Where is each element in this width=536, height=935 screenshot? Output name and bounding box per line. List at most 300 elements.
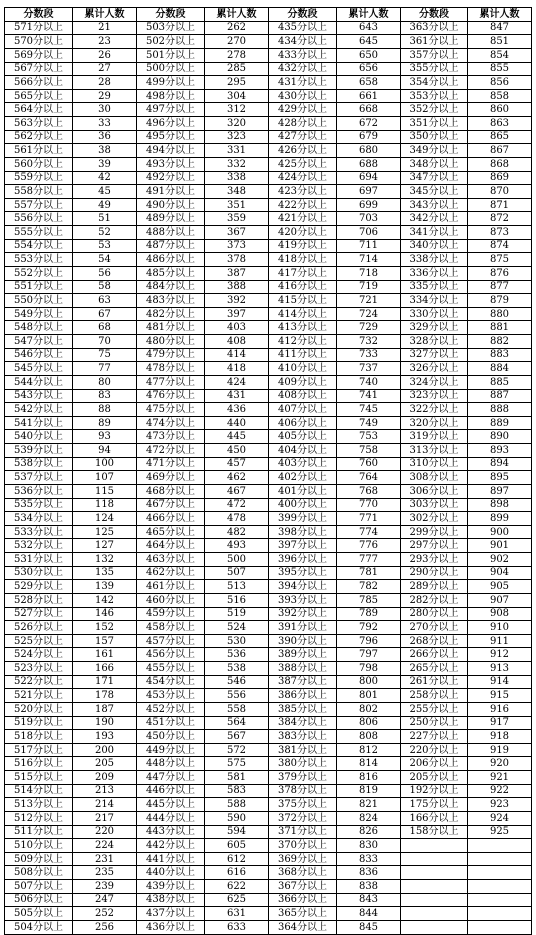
cumulative-count-cell: 118 (73, 498, 137, 512)
score-range-cell: 462分以上 (137, 566, 205, 580)
score-range-cell: 556分以上 (5, 212, 73, 226)
score-range-cell: 265分以上 (401, 662, 468, 676)
score-range-cell: 509分以上 (5, 852, 73, 866)
score-range-cell: 444分以上 (137, 811, 205, 825)
cumulative-count-cell: 792 (337, 621, 401, 635)
cumulative-count-cell: 546 (205, 675, 269, 689)
score-range-cell: 472分以上 (137, 444, 205, 458)
score-range-cell: 488分以上 (137, 226, 205, 240)
score-range-cell: 343分以上 (401, 198, 468, 212)
score-range-cell: 430分以上 (269, 89, 337, 103)
cumulative-count-cell: 575 (205, 757, 269, 771)
score-range-cell: 479分以上 (137, 348, 205, 362)
cumulative-count-cell: 567 (205, 730, 269, 744)
cumulative-count-cell: 220 (73, 825, 137, 839)
cumulative-count-cell: 733 (337, 348, 401, 362)
cumulative-count-cell: 679 (337, 130, 401, 144)
score-range-cell: 532分以上 (5, 539, 73, 553)
score-range-cell: 463分以上 (137, 553, 205, 567)
cumulative-count-cell: 457 (205, 457, 269, 471)
cumulative-count-cell: 711 (337, 239, 401, 253)
cumulative-count-cell: 656 (337, 62, 401, 76)
score-range-cell: 370分以上 (269, 839, 337, 853)
score-range-cell: 551分以上 (5, 280, 73, 294)
cumulative-count-cell: 925 (468, 825, 532, 839)
score-range-cell: 476分以上 (137, 389, 205, 403)
cumulative-count-cell: 125 (73, 525, 137, 539)
table-row (5, 130, 532, 144)
cumulative-count-cell: 359 (205, 212, 269, 226)
score-range-cell: 282分以上 (401, 593, 468, 607)
cumulative-count-cell: 588 (205, 798, 269, 812)
table-row (5, 825, 532, 839)
score-range-cell: 465分以上 (137, 525, 205, 539)
score-range-cell: 474分以上 (137, 416, 205, 430)
cumulative-count-cell: 902 (468, 553, 532, 567)
score-range-cell: 535分以上 (5, 498, 73, 512)
score-range-cell: 508分以上 (5, 866, 73, 880)
score-range-cell: 394分以上 (269, 580, 337, 594)
cumulative-count-cell: 776 (337, 539, 401, 553)
cumulative-count-cell: 833 (337, 852, 401, 866)
cumulative-count-cell: 507 (205, 566, 269, 580)
cumulative-count-cell: 351 (205, 198, 269, 212)
cumulative-count-cell: 93 (73, 430, 137, 444)
cumulative-count-cell: 912 (468, 648, 532, 662)
score-range-cell: 467分以上 (137, 498, 205, 512)
cumulative-count-cell: 816 (337, 771, 401, 785)
cumulative-count-cell: 812 (337, 743, 401, 757)
table-row (5, 730, 532, 744)
cumulative-count-cell: 782 (337, 580, 401, 594)
table-row (5, 539, 532, 553)
score-range-cell: 378分以上 (269, 784, 337, 798)
score-range-cell: 515分以上 (5, 771, 73, 785)
score-range-cell: 496分以上 (137, 117, 205, 131)
score-range-cell: 544分以上 (5, 375, 73, 389)
cumulative-count-cell: 910 (468, 621, 532, 635)
score-range-cell: 293分以上 (401, 553, 468, 567)
score-range-cell: 478分以上 (137, 362, 205, 376)
cumulative-count-cell: 870 (468, 185, 532, 199)
score-range-cell: 499分以上 (137, 76, 205, 90)
table-row (5, 866, 532, 880)
table-row (5, 471, 532, 485)
score-range-cell: 412分以上 (269, 335, 337, 349)
cumulative-count-cell: 214 (73, 798, 137, 812)
score-range-cell: 554分以上 (5, 239, 73, 253)
table-row (5, 566, 532, 580)
table-row (5, 716, 532, 730)
score-range-cell: 380分以上 (269, 757, 337, 771)
score-range-cell: 192分以上 (401, 784, 468, 798)
score-range-cell: 487分以上 (137, 239, 205, 253)
score-range-cell: 280分以上 (401, 607, 468, 621)
score-range-cell: 369分以上 (269, 852, 337, 866)
table-row (5, 212, 532, 226)
cumulative-count-cell: 414 (205, 348, 269, 362)
cumulative-count-cell: 732 (337, 335, 401, 349)
cumulative-count-cell: 27 (73, 62, 137, 76)
cumulative-count-cell: 915 (468, 689, 532, 703)
cumulative-count-cell: 295 (205, 76, 269, 90)
score-range-cell: 548分以上 (5, 321, 73, 335)
score-range-cell: 520分以上 (5, 702, 73, 716)
score-range-cell: 355分以上 (401, 62, 468, 76)
cumulative-count-cell: 239 (73, 880, 137, 894)
score-range-cell: 560分以上 (5, 157, 73, 171)
cumulative-count-cell: 472 (205, 498, 269, 512)
cumulative-count-cell: 500 (205, 553, 269, 567)
cumulative-count-cell: 789 (337, 607, 401, 621)
cumulative-count-cell: 922 (468, 784, 532, 798)
score-range-cell: 417分以上 (269, 266, 337, 280)
cumulative-count-cell: 895 (468, 471, 532, 485)
table-row (5, 198, 532, 212)
table-row (5, 294, 532, 308)
cumulative-count-cell (468, 880, 532, 894)
table-row (5, 62, 532, 76)
cumulative-count-cell: 911 (468, 634, 532, 648)
cumulative-count-cell: 631 (205, 907, 269, 921)
score-range-cell: 347分以上 (401, 171, 468, 185)
score-range-cell: 166分以上 (401, 811, 468, 825)
score-range-cell: 270分以上 (401, 621, 468, 635)
cumulative-count-cell: 745 (337, 403, 401, 417)
cumulative-count-cell: 80 (73, 375, 137, 389)
score-range-cell: 555分以上 (5, 226, 73, 240)
cumulative-count-cell: 178 (73, 689, 137, 703)
cumulative-count-cell: 348 (205, 185, 269, 199)
score-range-cell: 505分以上 (5, 907, 73, 921)
score-range-cell: 350分以上 (401, 130, 468, 144)
score-range-cell: 466分以上 (137, 512, 205, 526)
cumulative-count-cell: 124 (73, 512, 137, 526)
score-range-cell: 550分以上 (5, 294, 73, 308)
cumulative-count-cell: 408 (205, 335, 269, 349)
score-range-cell: 258分以上 (401, 689, 468, 703)
score-range-cell: 460分以上 (137, 593, 205, 607)
score-range-cell: 445分以上 (137, 798, 205, 812)
cumulative-count-cell: 718 (337, 266, 401, 280)
score-range-cell: 386分以上 (269, 689, 337, 703)
score-range-cell: 396分以上 (269, 553, 337, 567)
score-range-cell: 542分以上 (5, 403, 73, 417)
cumulative-count-cell: 29 (73, 89, 137, 103)
score-range-cell: 427分以上 (269, 130, 337, 144)
table-row (5, 893, 532, 907)
cumulative-count-cell: 785 (337, 593, 401, 607)
score-range-cell: 441分以上 (137, 852, 205, 866)
table-row (5, 457, 532, 471)
score-range-cell: 517分以上 (5, 743, 73, 757)
cumulative-count-cell: 52 (73, 226, 137, 240)
cumulative-count-cell: 193 (73, 730, 137, 744)
score-range-cell: 297分以上 (401, 539, 468, 553)
score-range-cell: 419分以上 (269, 239, 337, 253)
cumulative-count-cell: 740 (337, 375, 401, 389)
score-range-cell: 422分以上 (269, 198, 337, 212)
cumulative-count-cell: 869 (468, 171, 532, 185)
cumulative-count-cell: 760 (337, 457, 401, 471)
cumulative-count-cell: 771 (337, 512, 401, 526)
cumulative-count-cell: 100 (73, 457, 137, 471)
cumulative-count-cell: 157 (73, 634, 137, 648)
score-range-cell: 340分以上 (401, 239, 468, 253)
cumulative-count-cell: 724 (337, 307, 401, 321)
score-range-cell: 341分以上 (401, 226, 468, 240)
cumulative-count-cell: 884 (468, 362, 532, 376)
cumulative-count-cell: 224 (73, 839, 137, 853)
header-cumulative-count: 累计人数 (468, 8, 532, 22)
score-range-cell: 421分以上 (269, 212, 337, 226)
cumulative-count-cell: 824 (337, 811, 401, 825)
cumulative-count-cell: 388 (205, 280, 269, 294)
cumulative-count-cell: 668 (337, 103, 401, 117)
score-range-cell: 522分以上 (5, 675, 73, 689)
table-row (5, 498, 532, 512)
cumulative-count-cell: 262 (205, 21, 269, 35)
cumulative-count-cell: 764 (337, 471, 401, 485)
score-range-cell: 530分以上 (5, 566, 73, 580)
score-range-cell: 458分以上 (137, 621, 205, 635)
cumulative-count-cell: 749 (337, 416, 401, 430)
cumulative-count-cell: 661 (337, 89, 401, 103)
score-range-cell: 329分以上 (401, 321, 468, 335)
score-range-cell: 456分以上 (137, 648, 205, 662)
score-range-cell: 471分以上 (137, 457, 205, 471)
cumulative-count-cell: 800 (337, 675, 401, 689)
score-range-cell: 401分以上 (269, 484, 337, 498)
score-range-cell: 302分以上 (401, 512, 468, 526)
cumulative-count-cell: 166 (73, 662, 137, 676)
score-range-cell: 364分以上 (269, 920, 337, 934)
cumulative-count-cell: 845 (337, 920, 401, 934)
score-range-cell: 565分以上 (5, 89, 73, 103)
score-range-cell: 397分以上 (269, 539, 337, 553)
score-range-cell: 387分以上 (269, 675, 337, 689)
score-range-cell: 319分以上 (401, 430, 468, 444)
score-range-cell: 469分以上 (137, 471, 205, 485)
cumulative-count-cell: 536 (205, 648, 269, 662)
score-range-cell: 388分以上 (269, 662, 337, 676)
table-row (5, 907, 532, 921)
score-range-cell: 371分以上 (269, 825, 337, 839)
cumulative-count-cell: 583 (205, 784, 269, 798)
cumulative-count-cell: 645 (337, 35, 401, 49)
table-row (5, 171, 532, 185)
cumulative-count-cell: 270 (205, 35, 269, 49)
table-row (5, 743, 532, 757)
score-range-cell (401, 920, 468, 934)
cumulative-count-cell: 612 (205, 852, 269, 866)
score-range-cell: 475分以上 (137, 403, 205, 417)
score-range-cell: 206分以上 (401, 757, 468, 771)
score-range-cell: 385分以上 (269, 702, 337, 716)
score-range-cell: 299分以上 (401, 525, 468, 539)
score-range-cell: 313分以上 (401, 444, 468, 458)
table-row (5, 784, 532, 798)
cumulative-count-cell: 814 (337, 757, 401, 771)
score-range-cell: 363分以上 (401, 21, 468, 35)
score-range-cell: 335分以上 (401, 280, 468, 294)
cumulative-count-cell: 699 (337, 198, 401, 212)
score-range-cell: 513分以上 (5, 798, 73, 812)
cumulative-count-cell: 482 (205, 525, 269, 539)
score-range-cell: 423分以上 (269, 185, 337, 199)
cumulative-count-cell: 58 (73, 280, 137, 294)
score-range-cell: 405分以上 (269, 430, 337, 444)
score-range-cell: 519分以上 (5, 716, 73, 730)
score-range-cell: 354分以上 (401, 76, 468, 90)
cumulative-count-cell: 304 (205, 89, 269, 103)
score-range-cell: 543分以上 (5, 389, 73, 403)
score-range-cell: 383分以上 (269, 730, 337, 744)
score-range-cell: 351分以上 (401, 117, 468, 131)
cumulative-count-cell: 49 (73, 198, 137, 212)
score-range-cell: 526分以上 (5, 621, 73, 635)
score-range-cell: 541分以上 (5, 416, 73, 430)
cumulative-count-cell: 838 (337, 880, 401, 894)
cumulative-count-cell: 777 (337, 553, 401, 567)
cumulative-count-cell: 115 (73, 484, 137, 498)
header-cumulative-count: 累计人数 (73, 8, 137, 22)
score-range-cell: 413分以上 (269, 321, 337, 335)
score-range-cell: 392分以上 (269, 607, 337, 621)
score-range-cell: 327分以上 (401, 348, 468, 362)
table-row (5, 553, 532, 567)
score-range-cell: 398分以上 (269, 525, 337, 539)
score-range-cell (401, 893, 468, 907)
score-range-cell: 389分以上 (269, 648, 337, 662)
score-range-cell: 353分以上 (401, 89, 468, 103)
score-range-cell: 561分以上 (5, 144, 73, 158)
cumulative-count-cell: 821 (337, 798, 401, 812)
score-range-cell: 255分以上 (401, 702, 468, 716)
cumulative-count-cell: 874 (468, 239, 532, 253)
score-range-cell: 546分以上 (5, 348, 73, 362)
cumulative-count-cell: 893 (468, 444, 532, 458)
cumulative-count-cell: 714 (337, 253, 401, 267)
table-row (5, 689, 532, 703)
score-range-cell: 400分以上 (269, 498, 337, 512)
cumulative-count-cell: 774 (337, 525, 401, 539)
cumulative-count-cell: 146 (73, 607, 137, 621)
cumulative-count-cell: 867 (468, 144, 532, 158)
score-range-cell: 489分以上 (137, 212, 205, 226)
score-range-cell: 403分以上 (269, 457, 337, 471)
score-range-cell: 452分以上 (137, 702, 205, 716)
table-row (5, 226, 532, 240)
score-range-cell: 402分以上 (269, 471, 337, 485)
cumulative-count-cell: 88 (73, 403, 137, 417)
table-row (5, 880, 532, 894)
score-range-cell: 367分以上 (269, 880, 337, 894)
score-range-cell: 348分以上 (401, 157, 468, 171)
cumulative-count-cell: 54 (73, 253, 137, 267)
cumulative-count-cell: 830 (337, 839, 401, 853)
score-range-cell: 435分以上 (269, 21, 337, 35)
table-row (5, 307, 532, 321)
header-score-range: 分数段 (137, 8, 205, 22)
cumulative-count-cell: 719 (337, 280, 401, 294)
score-range-cell: 538分以上 (5, 457, 73, 471)
score-range-cell: 381分以上 (269, 743, 337, 757)
cumulative-count-cell: 312 (205, 103, 269, 117)
score-range-cell: 523分以上 (5, 662, 73, 676)
score-range-cell: 415分以上 (269, 294, 337, 308)
score-range-cell: 450分以上 (137, 730, 205, 744)
cumulative-count-cell: 758 (337, 444, 401, 458)
table-row (5, 757, 532, 771)
score-range-cell: 514分以上 (5, 784, 73, 798)
cumulative-count-cell: 373 (205, 239, 269, 253)
score-range-cell: 503分以上 (137, 21, 205, 35)
score-range-cell: 512分以上 (5, 811, 73, 825)
score-range-cell: 451分以上 (137, 716, 205, 730)
cumulative-count-cell: 880 (468, 307, 532, 321)
score-range-cell: 529分以上 (5, 580, 73, 594)
cumulative-count-cell: 89 (73, 416, 137, 430)
cumulative-count-cell: 801 (337, 689, 401, 703)
score-range-cell: 342分以上 (401, 212, 468, 226)
cumulative-count-cell: 516 (205, 593, 269, 607)
cumulative-count-cell: 908 (468, 607, 532, 621)
cumulative-count-cell: 556 (205, 689, 269, 703)
score-range-cell: 492分以上 (137, 171, 205, 185)
cumulative-count-cell: 643 (337, 21, 401, 35)
cumulative-count-cell: 913 (468, 662, 532, 676)
score-range-cell: 459分以上 (137, 607, 205, 621)
cumulative-count-cell: 843 (337, 893, 401, 907)
score-range-cell: 562分以上 (5, 130, 73, 144)
cumulative-count-cell: 403 (205, 321, 269, 335)
score-range-cell: 454分以上 (137, 675, 205, 689)
cumulative-count-cell: 706 (337, 226, 401, 240)
cumulative-count-cell: 875 (468, 253, 532, 267)
cumulative-count-cell: 914 (468, 675, 532, 689)
score-range-cell: 411分以上 (269, 348, 337, 362)
cumulative-count-cell: 135 (73, 566, 137, 580)
cumulative-count-cell: 132 (73, 553, 137, 567)
cumulative-count-cell: 440 (205, 416, 269, 430)
cumulative-count-cell: 424 (205, 375, 269, 389)
table-row (5, 21, 532, 35)
table-row (5, 144, 532, 158)
cumulative-count-cell: 152 (73, 621, 137, 635)
score-range-cell: 434分以上 (269, 35, 337, 49)
cumulative-count-cell (468, 866, 532, 880)
table-row (5, 648, 532, 662)
score-range-cell: 429分以上 (269, 103, 337, 117)
score-range-cell: 564分以上 (5, 103, 73, 117)
score-range-cell: 525分以上 (5, 634, 73, 648)
score-range-cell: 549分以上 (5, 307, 73, 321)
score-range-cell: 504分以上 (5, 920, 73, 934)
cumulative-count-cell: 898 (468, 498, 532, 512)
cumulative-count-cell: 887 (468, 389, 532, 403)
cumulative-count-cell: 916 (468, 702, 532, 716)
cumulative-count-cell: 467 (205, 484, 269, 498)
score-range-cell: 501分以上 (137, 48, 205, 62)
cumulative-count-cell: 75 (73, 348, 137, 362)
score-range-cell: 453分以上 (137, 689, 205, 703)
cumulative-count-cell: 42 (73, 171, 137, 185)
cumulative-count-cell: 331 (205, 144, 269, 158)
score-range-cell: 559分以上 (5, 171, 73, 185)
cumulative-count-cell: 56 (73, 266, 137, 280)
cumulative-count-cell: 33 (73, 117, 137, 131)
